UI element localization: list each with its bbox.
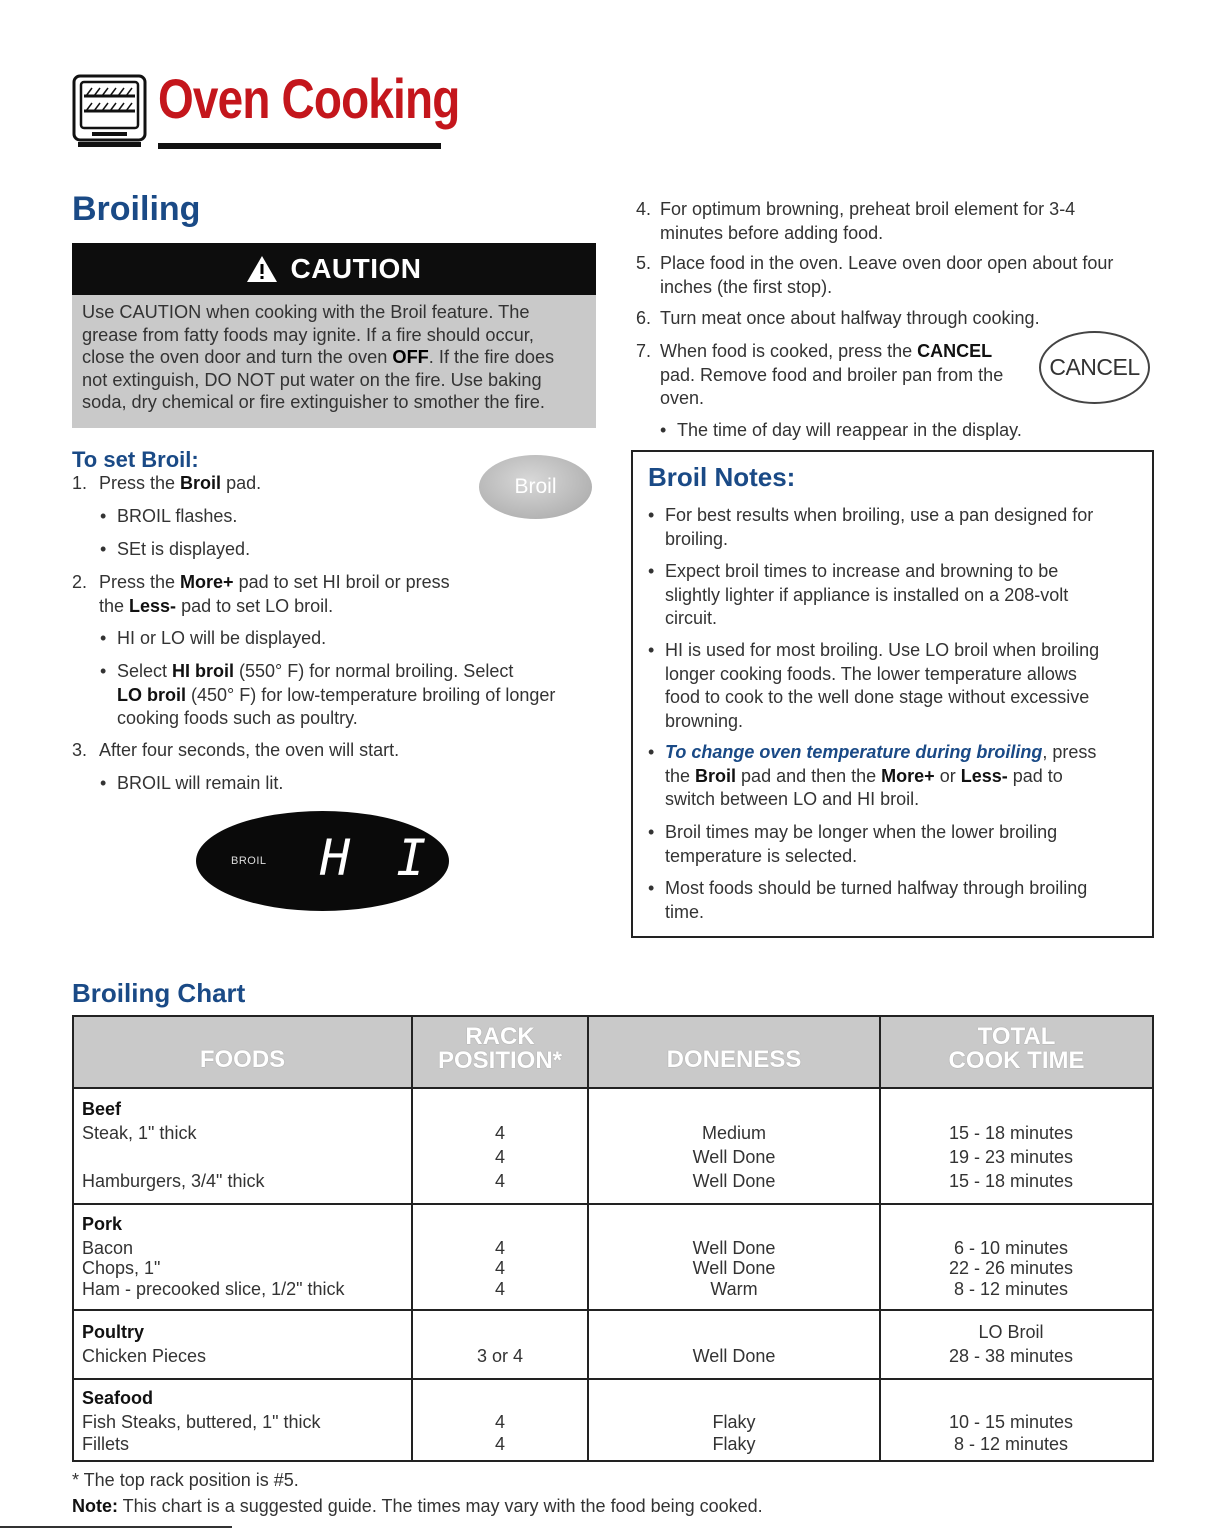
- caution-line: close the oven door and turn the oven OFF. If the fire does: [82, 347, 555, 367]
- rack-cell: 4: [494, 1279, 505, 1299]
- doneness-cell: Flaky: [712, 1434, 756, 1454]
- doneness-cell: Medium: [701, 1123, 767, 1143]
- footnote: * The top rack position is #5.: [72, 1470, 299, 1490]
- time-cell: 15 - 18 minutes: [948, 1171, 1074, 1191]
- rack-cell: 4: [494, 1171, 505, 1191]
- note-item: • HI is used for most broiling. Use LO broil when broiling longer cooking foods. The lower temperature allows food to cook to the well done stage without excessive browning.: [665, 639, 1099, 733]
- time-cell: 6 - 10 minutes: [953, 1238, 1069, 1258]
- time-cell: 19 - 23 minutes: [948, 1147, 1074, 1167]
- time-cell: 22 - 26 minutes: [948, 1258, 1074, 1278]
- caution-line: soda, dry chemical or fire extinguisher to smother the fire.: [82, 392, 545, 412]
- step-6: 6. Turn meat once about halfway through cooking.: [636, 308, 1040, 328]
- food-cell: Hamburgers, 3/4" thick: [82, 1171, 265, 1191]
- step-1-bullet: • BROIL flashes.: [117, 505, 237, 529]
- set-broil-heading: To set Broil:: [72, 447, 199, 472]
- food-cell: Ham - precooked slice, 1/2" thick: [82, 1279, 345, 1299]
- time-cell: 10 - 15 minutes: [948, 1412, 1074, 1432]
- time-cell: 8 - 12 minutes: [953, 1279, 1069, 1299]
- doneness-cell: Well Done: [692, 1238, 776, 1258]
- step-3: 3. After four seconds, the oven will start.: [72, 740, 400, 760]
- broil-pad-button[interactable]: Broil: [479, 455, 592, 519]
- food-cell: Fillets: [82, 1434, 130, 1454]
- food-cell: Chops, 1": [82, 1258, 161, 1278]
- step-7-bullet: • The time of day will reappear in the display.: [677, 419, 1022, 443]
- step-3-bullet: • BROIL will remain lit.: [117, 772, 283, 796]
- row-divider: [72, 1378, 1154, 1380]
- time-cell: 8 - 12 minutes: [953, 1434, 1069, 1454]
- rack-cell: 3 or 4: [476, 1346, 524, 1366]
- bottom-rule: [0, 1526, 232, 1528]
- doneness-cell: Well Done: [692, 1346, 776, 1366]
- rack-cell: 4: [494, 1123, 505, 1143]
- oven-display: [196, 811, 449, 911]
- section-heading: Broiling: [72, 190, 201, 228]
- category-pork: Pork: [82, 1214, 123, 1234]
- note-item: • To change oven temperature during broiling, press the Broil pad and then the More+ or Less- pad to switch between LO and HI broil.: [665, 741, 1096, 812]
- step-5: 5. Place food in the oven. Leave oven door open about four inches (the first stop).: [636, 253, 1114, 297]
- food-cell: Chicken Pieces: [82, 1346, 207, 1366]
- column-header-total: TOTAL COOK TIME: [948, 1023, 1085, 1074]
- warning-icon: [246, 255, 278, 283]
- doneness-cell: Well Done: [692, 1147, 776, 1167]
- rack-cell: 4: [494, 1147, 505, 1167]
- step-4: 4. For optimum browning, preheat broil element for 3-4 minutes before adding food.: [636, 199, 1076, 243]
- note-item: • Broil times may be longer when the lower broiling temperature is selected.: [665, 821, 1057, 868]
- rack-cell: 4: [494, 1434, 505, 1454]
- category-seafood: Seafood: [82, 1388, 154, 1408]
- category-beef: Beef: [82, 1099, 122, 1119]
- chart-heading: Broiling Chart: [72, 978, 246, 1008]
- cancel-pad-button[interactable]: CANCEL: [1039, 331, 1150, 404]
- column-header-rack: RACK POSITION*: [437, 1023, 563, 1074]
- doneness-cell: Flaky: [712, 1412, 756, 1432]
- note-item: • For best results when broiling, use a pan designed for broiling.: [665, 504, 1093, 551]
- rack-cell: 4: [494, 1258, 505, 1278]
- rack-cell: 4: [494, 1412, 505, 1432]
- caution-header: [72, 243, 596, 295]
- rack-cell: 4: [494, 1238, 505, 1258]
- column-header-foods: FOODS: [199, 1046, 286, 1073]
- note-item: • Most foods should be turned halfway through broiling time.: [665, 877, 1087, 924]
- step-2-bullet: • Select HI broil (550° F) for normal broiling. Select LO broil (450° F) for low-temperature broiling of longer cooking foods such as poultry.: [117, 660, 555, 731]
- row-divider: [72, 1203, 1154, 1205]
- caution-text: [72, 295, 596, 428]
- column-header-doneness: DONENESS: [666, 1046, 802, 1073]
- chart-note: Note: This chart is a suggested guide. The times may vary with the food being cooked.: [72, 1496, 763, 1516]
- page-title: Oven Cooking: [158, 67, 460, 130]
- step-1: 1. Press the Broil pad.: [72, 473, 262, 493]
- caution-line: Use CAUTION when cooking with the Broil feature. The: [82, 302, 530, 322]
- caution-line: grease from fatty foods may ignite. If a fire should occur,: [82, 324, 534, 345]
- title-underline: [158, 143, 441, 149]
- note-item: • Expect broil times to increase and browning to be slightly lighter if appliance is installed on a 208-volt circuit.: [665, 560, 1068, 631]
- food-cell: Bacon: [82, 1238, 134, 1258]
- row-divider: [72, 1087, 1154, 1089]
- step-7: 7. When food is cooked, press the CANCEL pad. Remove food and broiler pan from the oven.: [636, 341, 1004, 408]
- broil-notes-heading: Broil Notes:: [648, 462, 796, 492]
- category-poultry: Poultry: [82, 1322, 145, 1342]
- step-2: 2. Press the More+ pad to set HI broil or press the Less- pad to set LO broil.: [72, 572, 450, 616]
- time-cell: 15 - 18 minutes: [948, 1123, 1074, 1143]
- caution-label: CAUTION: [290, 253, 422, 284]
- time-note-cell: LO Broil: [978, 1322, 1044, 1342]
- doneness-cell: Warm: [710, 1279, 758, 1299]
- caution-line: not extinguish, DO NOT put water on the fire. Use baking: [82, 369, 542, 390]
- doneness-cell: Well Done: [692, 1171, 776, 1191]
- display-readout: H I: [320, 829, 435, 887]
- time-cell: 28 - 38 minutes: [948, 1346, 1074, 1366]
- row-divider: [72, 1309, 1154, 1311]
- oven-icon: [72, 74, 147, 148]
- step-1-bullet: • SEt is displayed.: [117, 538, 250, 562]
- food-cell: Fish Steaks, buttered, 1" thick: [82, 1412, 321, 1432]
- food-cell: Steak, 1" thick: [82, 1123, 197, 1143]
- step-2-bullet: • HI or LO will be displayed.: [117, 627, 326, 651]
- broil-indicator: BROIL: [231, 855, 267, 867]
- doneness-cell: Well Done: [692, 1258, 776, 1278]
